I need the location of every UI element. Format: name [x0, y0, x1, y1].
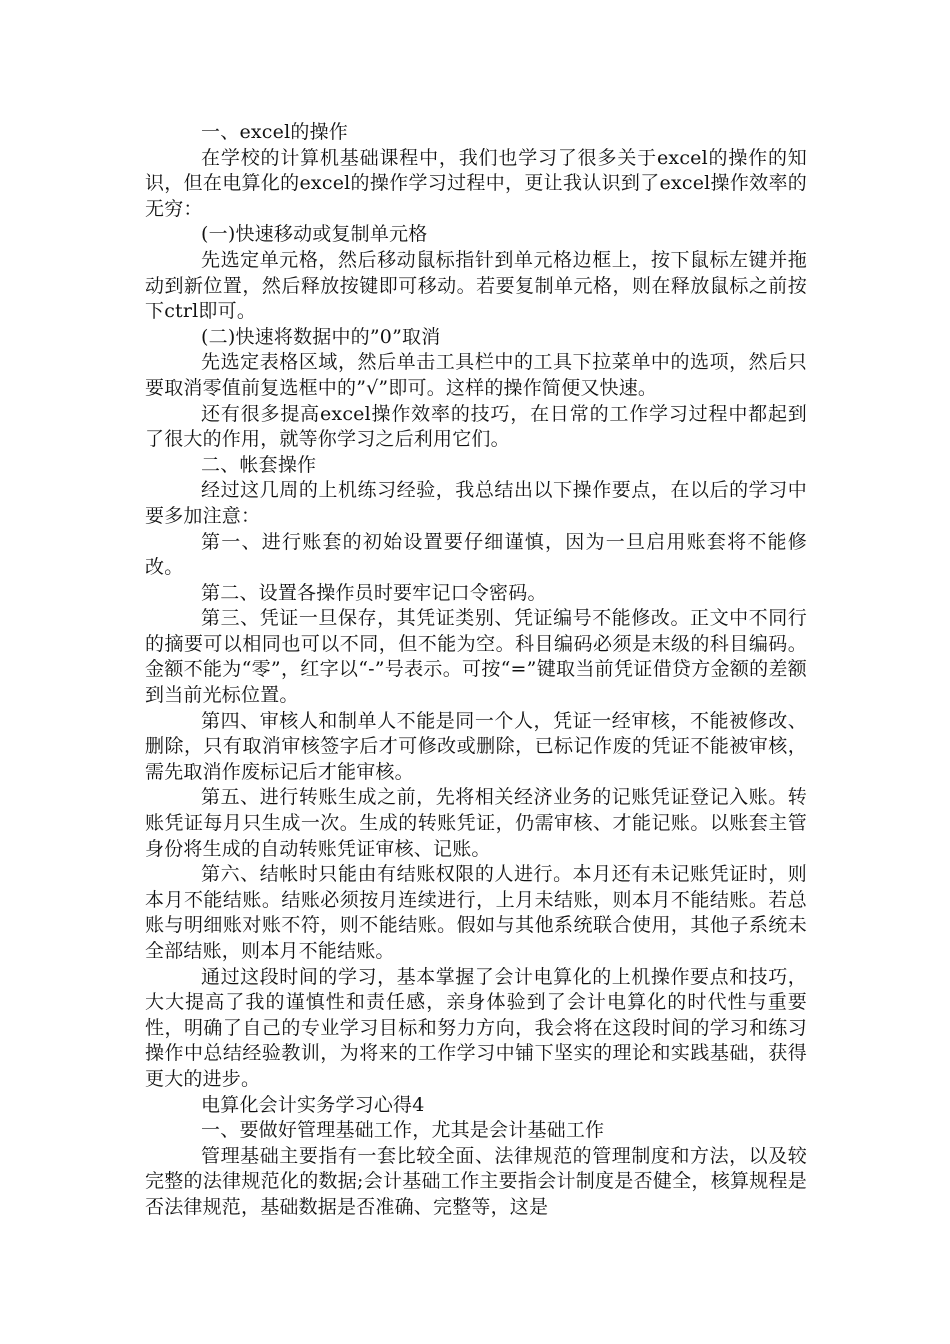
- paragraph: 先选定单元格，然后移动鼠标指针到单元格边框上，按下鼠标左键并拖动到新位置，然后释放按键即可移动。若要复制单元格，则在释放鼠标之前按下ctrl即可。: [145, 248, 807, 323]
- paragraph: 第二、设置各操作员时要牢记口令密码。: [201, 581, 547, 604]
- section-heading-management: 一、要做好管理基础工作，尤其是会计基础工作: [201, 1119, 605, 1142]
- section-heading-excel: 一、excel的操作: [201, 121, 348, 143]
- subsection-heading: (一)快速移动或复制单元格: [201, 223, 428, 246]
- section-heading-account-set: 二、帐套操作: [201, 453, 317, 476]
- subsection-heading: (二)快速将数据中的”0”取消: [201, 325, 441, 348]
- paragraph: 在学校的计算机基础课程中，我们也学习了很多关于excel的操作的知识，但在电算化的excel的操作学习过程中，更让我认识到了excel操作效率的无穷：: [145, 146, 807, 220]
- document-body: [145, 120, 807, 1221]
- paragraph: 第三、凭证一旦保存，其凭证类别、凭证编号不能修改。正文中不同行的摘要可以相同也可以不同，但不能为空。科目编码必须是末级的科目编码。金额不能为“零”，红字以“-”号表示。可按“=”键取当前凭证借贷方金额的差额到当前光标位置。: [145, 607, 807, 707]
- paragraph: 第一、进行账套的初始设置要仔细谨慎，因为一旦启用账套将不能修改。: [145, 530, 807, 579]
- paragraph: 第六、结帐时只能由有结账权限的人进行。本月还有未记账凭证时，则本月不能结账。结账必须按月连续进行，上月未结账，则本月不能结账。若总账与明细账对账不符，则不能结账。假如与其他系统联合使用，其他子系统未全部结账，则本月不能结账。: [145, 863, 807, 962]
- paragraph: 先选定表格区域，然后单击工具栏中的工具下拉菜单中的选项，然后只要取消零值前复选框中的”√”即可。这样的操作简便又快速。: [145, 351, 807, 399]
- paragraph: 第四、审核人和制单人不能是同一个人，凭证一经审核，不能被修改、删除，只有取消审核签字后才可修改或删除，已标记作废的凭证不能被审核，需先取消作废标记后才能审核。: [145, 709, 807, 783]
- paragraph: 通过这段时间的学习，基本掌握了会计电算化的上机操作要点和技巧，大大提高了我的谨慎性和责任感，亲身体验到了会计电算化的时代性与重要性，明确了自己的专业学习目标和努力方向，我会将在这段时间的学习和练习操作中总结经验教训，为将来的工作学习中铺下坚实的理论和实践基础，获得更大的进步。: [145, 965, 807, 1090]
- paragraph: 还有很多提高excel操作效率的技巧，在日常的工作学习过程中都起到了很大的作用，就等你学习之后利用它们。: [145, 402, 807, 451]
- paragraph: 管理基础主要指有一套比较全面、法律规范的管理制度和方法，以及较完整的法律规范化的数据;会计基础工作主要指会计制度是否健全，核算规程是否法律规范，基础数据是否准确、完整等，这是: [145, 1144, 807, 1218]
- article-title: 电算化会计实务学习心得4: [201, 1093, 425, 1116]
- paragraph: 经过这几周的上机练习经验，我总结出以下操作要点，在以后的学习中要多加注意：: [145, 479, 807, 527]
- paragraph: 第五、进行转账生成之前，先将相关经济业务的记账凭证登记入账。转账凭证每月只生成一次。生成的转账凭证，仍需审核、才能记账。以账套主管身份将生成的自动转账凭证审核、记账。: [145, 786, 807, 860]
